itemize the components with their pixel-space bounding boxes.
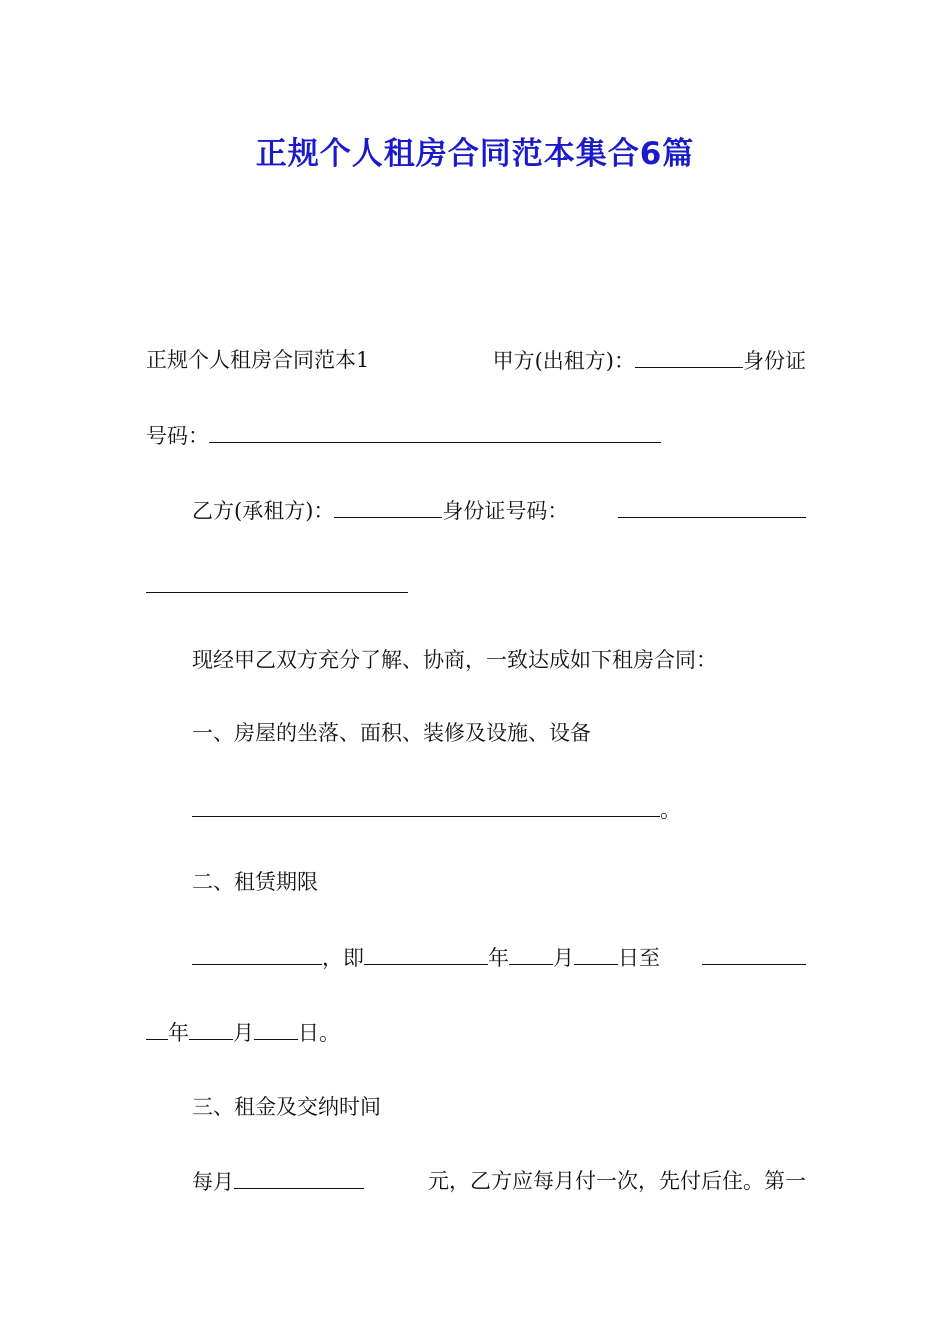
document-title: 正规个人租房合同范本集合6篇: [255, 136, 695, 172]
contract-line-5: [192, 647, 852, 673]
end-day-label: 日。: [298, 1021, 340, 1045]
party-b-id-blank-start: [618, 497, 806, 518]
party-b-id-blank-end: [146, 572, 408, 593]
contract-line-7: [192, 796, 852, 823]
end-month-blank: [189, 1019, 233, 1040]
monthly-rent-blank: [234, 1168, 364, 1189]
end-year-label: 年: [168, 1021, 189, 1045]
contract-line-9: [192, 944, 852, 971]
contract-heading-1: 正规个人租房合同范本1: [146, 348, 370, 372]
party-b-label: 乙方(承租方)：: [192, 499, 335, 523]
property-details-blank: [192, 796, 660, 817]
section-2-heading: 二、租赁期限: [192, 870, 318, 894]
contract-line-1: [146, 347, 806, 374]
contract-line-12: [192, 1168, 852, 1195]
end-year-blank-end: [146, 1019, 168, 1040]
end-day-blank: [254, 1019, 298, 1040]
monthly-rent-label: 每月: [192, 1170, 234, 1194]
contract-line-10: [146, 1019, 806, 1046]
party-a-id-label: 身份证: [743, 349, 806, 373]
end-month-label: 月: [233, 1021, 254, 1045]
party-b-name-blank: [334, 497, 442, 518]
section-3-heading: 三、租金及交纳时间: [192, 1095, 381, 1119]
agreement-intro: 现经甲乙双方充分了解、协商，一致达成如下租房合同：: [192, 648, 717, 672]
party-a-id-number-blank: [209, 422, 661, 443]
lease-term-blank: [192, 944, 322, 965]
start-day-label: 日至: [618, 946, 660, 970]
contract-line-11: [192, 1094, 852, 1120]
party-a-name-blank: [635, 347, 743, 368]
property-details-end: 。: [660, 798, 681, 822]
start-month-blank: [509, 944, 553, 965]
party-a-label: 甲方(出租方)：: [492, 349, 635, 373]
contract-line-8: [192, 869, 852, 895]
section-1-heading: 一、房屋的坐落、面积、装修及设施、设备: [192, 721, 591, 745]
payment-terms-text: 元，乙方应每月付一次，先付后住。第一: [428, 1169, 806, 1193]
start-day-blank: [574, 944, 618, 965]
end-year-blank-start: [702, 944, 806, 965]
start-year-label: 年: [488, 946, 509, 970]
contract-line-6: [192, 720, 852, 746]
lease-term-that-is: ，即: [322, 946, 364, 970]
party-b-id-label: 身份证号码：: [442, 499, 569, 523]
start-month-label: 月: [553, 946, 574, 970]
contract-line-4: [146, 572, 806, 599]
party-a-id-number-label: 号码：: [146, 424, 209, 448]
start-year-blank: [364, 944, 488, 965]
contract-line-3: [192, 497, 852, 524]
contract-line-2: [146, 422, 806, 449]
